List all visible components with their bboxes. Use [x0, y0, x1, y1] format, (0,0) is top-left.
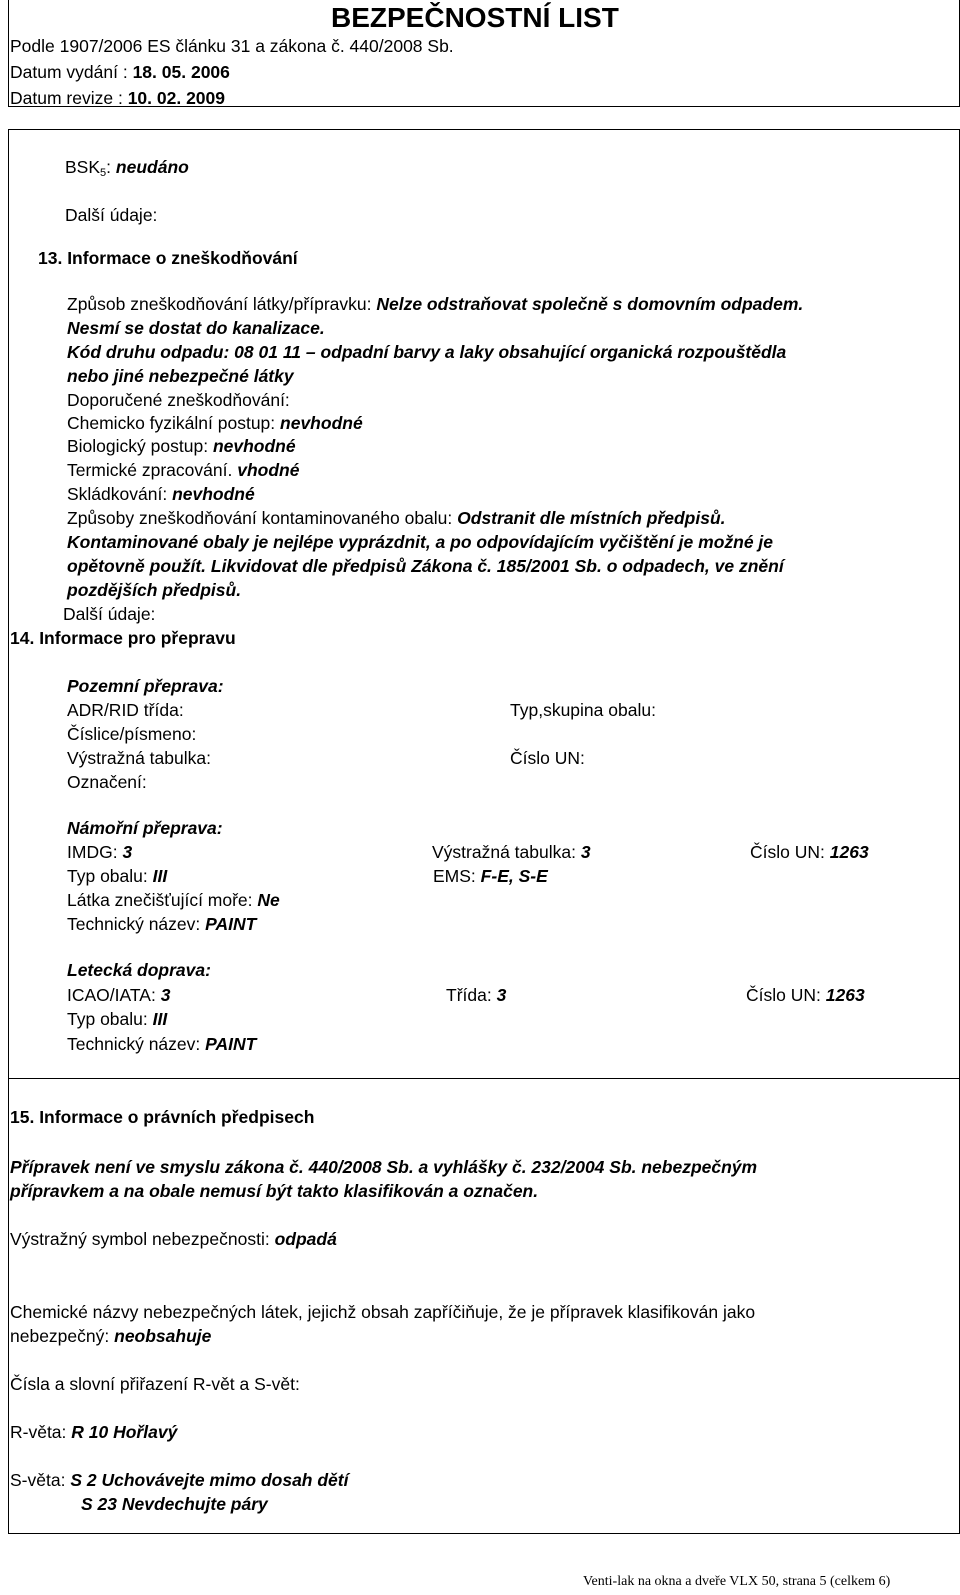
sea-warning-label: Výstražná tabulka:	[432, 842, 576, 862]
section13-heading: 13. Informace o zneškodňování	[38, 248, 298, 268]
air-tech-name-line	[67, 1034, 256, 1054]
air-transport-title: Letecká doprava:	[67, 960, 211, 980]
r-s-heading: Čísla a slovní přiřazení R-vět a S-vět:	[10, 1374, 300, 1394]
air-class-value: 3	[496, 985, 507, 1005]
air-pack-label: Typ obalu:	[67, 1009, 148, 1029]
sea-transport-title: Námořní přeprava:	[67, 818, 223, 838]
chem-process-value: nevhodné	[280, 413, 363, 433]
ems-value: F-E, S-E	[480, 866, 548, 886]
sea-un-line	[750, 842, 869, 862]
section14-heading: 14. Informace pro přepravu	[10, 628, 236, 648]
bio-process-label: Biologický postup:	[67, 436, 209, 456]
regulation-line: Podle 1907/2006 ES článku 31 a zákona č. 440/2008 Sb.	[10, 36, 454, 56]
bsk-subscript: 5	[100, 167, 107, 179]
recommended-disposal: Doporučené zneškodňování:	[67, 390, 290, 410]
sea-warning-value: 3	[580, 842, 591, 862]
revision-date-line	[10, 88, 225, 108]
hazard-symbol-line	[10, 1229, 337, 1249]
disposal-line	[67, 294, 803, 314]
packing-group-label: Typ,skupina obalu:	[510, 700, 656, 720]
sea-warning-line	[432, 842, 591, 862]
section-divider	[8, 1078, 960, 1079]
legal-statement-2: přípravkem a na obale nemusí být takto klasifikován a označen.	[10, 1181, 539, 1201]
packaging-label: Způsoby zneškodňování kontaminovaného obalu:	[67, 508, 453, 528]
ems-line	[433, 866, 548, 886]
chem-names-value: neobsahuje	[114, 1326, 212, 1346]
chem-names-line-2	[10, 1326, 211, 1346]
issue-date-line	[10, 62, 230, 82]
marine-pollutant-value: Ne	[257, 890, 280, 910]
warning-plate-label: Výstražná tabulka:	[67, 748, 211, 768]
document-title: BEZPEČNOSTNÍ LIST	[331, 2, 619, 33]
imdg-value: 3	[122, 842, 133, 862]
disposal-value: Nelze odstraňovat společně s domovním odpadem.	[376, 294, 804, 314]
air-class-line	[446, 985, 506, 1005]
land-transport-title: Pozemní přeprava:	[67, 676, 224, 696]
chem-names-label: nebezpečný:	[10, 1326, 110, 1346]
revision-date-value: 10. 02. 2009	[127, 88, 225, 108]
r-phrase-label: R-věta:	[10, 1422, 67, 1442]
packaging-value-1: Odstranit dle místních předpisů.	[457, 508, 726, 528]
section12-more-info: Další údaje:	[65, 205, 158, 225]
chem-process-line	[67, 413, 363, 433]
sea-tech-name-line	[67, 914, 256, 934]
landfill-value: nevhodné	[172, 484, 255, 504]
thermal-value: vhodné	[237, 460, 300, 480]
bsk-label: BSK	[65, 157, 101, 177]
air-un-value: 1263	[825, 985, 865, 1005]
sea-tech-name-value: PAINT	[205, 914, 257, 934]
thermal-label: Termické zpracování.	[67, 460, 233, 480]
revision-date-label: Datum revize :	[10, 88, 123, 108]
landfill-label: Skládkování:	[67, 484, 168, 504]
s-phrase-label: S-věta:	[10, 1470, 66, 1490]
air-pack-value: III	[152, 1009, 168, 1029]
sea-pack-line	[67, 866, 167, 886]
r-phrase-line	[10, 1422, 177, 1442]
section13-more-info: Další údaje:	[63, 604, 156, 624]
hazard-symbol-value: odpadá	[274, 1229, 337, 1249]
section15-heading: 15. Informace o právních předpisech	[10, 1107, 315, 1127]
thermal-line	[67, 460, 299, 480]
disposal-value-2: Nesmí se dostat do kanalizace.	[67, 318, 325, 338]
marine-pollutant-line	[67, 890, 280, 910]
landfill-line	[67, 484, 255, 504]
waste-code-line-1: Kód druhu odpadu: 08 01 11 – odpadní barvy a laky obsahující organická rozpouštědla	[67, 342, 787, 362]
disposal-label: Způsob zneškodňování látky/přípravku:	[67, 294, 372, 314]
sea-un-value: 1263	[829, 842, 869, 862]
bio-process-value: nevhodné	[212, 436, 296, 456]
page-footer: Venti-lak na okna a dveře VLX 50, strana 5 (celkem 6)	[583, 1574, 891, 1589]
issue-date-label: Datum vydání :	[10, 62, 128, 82]
bsk-separator: :	[106, 157, 112, 177]
sea-un-label: Číslo UN:	[750, 842, 825, 862]
issue-date-value: 18. 05. 2006	[132, 62, 230, 82]
air-tech-name-value: PAINT	[205, 1034, 257, 1054]
bsk-value: neudáno	[115, 157, 189, 177]
sea-pack-label: Typ obalu:	[67, 866, 148, 886]
packaging-line	[67, 508, 726, 528]
imdg-label: IMDG:	[67, 842, 118, 862]
air-tech-name-label: Technický název:	[67, 1034, 201, 1054]
packaging-value-3: opětovně použít. Likvidovat dle předpisů Zákona č. 185/2001 Sb. o odpadech, ve znění	[67, 556, 784, 576]
icao-line	[67, 985, 170, 1005]
s-phrase-value-1: S 2 Uchovávejte mimo dosah dětí	[70, 1470, 349, 1490]
sea-pack-value: III	[152, 866, 168, 886]
packaging-value-4: pozdějších předpisů.	[67, 580, 242, 600]
ems-label: EMS:	[433, 866, 476, 886]
digit-letter-label: Číslice/písmeno:	[67, 724, 197, 744]
imdg-line	[67, 842, 132, 862]
air-un-line	[746, 985, 865, 1005]
bio-process-line	[67, 436, 296, 456]
icao-value: 3	[160, 985, 171, 1005]
bsk-line	[65, 157, 189, 177]
legal-statement-1: Přípravek není ve smyslu zákona č. 440/2008 Sb. a vyhlášky č. 232/2004 Sb. nebezpečným	[10, 1157, 758, 1177]
waste-code-line-2: nebo jiné nebezpečné látky	[67, 366, 294, 386]
chem-process-label: Chemicko fyzikální postup:	[67, 413, 276, 433]
air-pack-line	[67, 1009, 167, 1029]
marking-label: Označení:	[67, 772, 147, 792]
s-phrase-line	[10, 1470, 348, 1490]
marine-pollutant-label: Látka znečišťující moře:	[67, 890, 253, 910]
s-phrase-value-2: S 23 Nevdechujte páry	[81, 1494, 268, 1514]
air-un-label: Číslo UN:	[746, 985, 821, 1005]
chem-names-line-1: Chemické názvy nebezpečných látek, jejichž obsah zapříčiňuje, že je přípravek klasifikován jako	[10, 1302, 756, 1322]
icao-label: ICAO/IATA:	[67, 985, 156, 1005]
air-class-label: Třída:	[446, 985, 492, 1005]
un-number-label: Číslo UN:	[510, 748, 585, 768]
packaging-value-2: Kontaminované obaly je nejlépe vyprázdnit, a po odpovídajícím vyčištění je možné je	[67, 532, 774, 552]
sea-tech-name-label: Technický název:	[67, 914, 201, 934]
hazard-symbol-label: Výstražný symbol nebezpečnosti:	[10, 1229, 270, 1249]
adr-class-label: ADR/RID třída:	[67, 700, 184, 720]
r-phrase-value: R 10 Hořlavý	[71, 1422, 178, 1442]
